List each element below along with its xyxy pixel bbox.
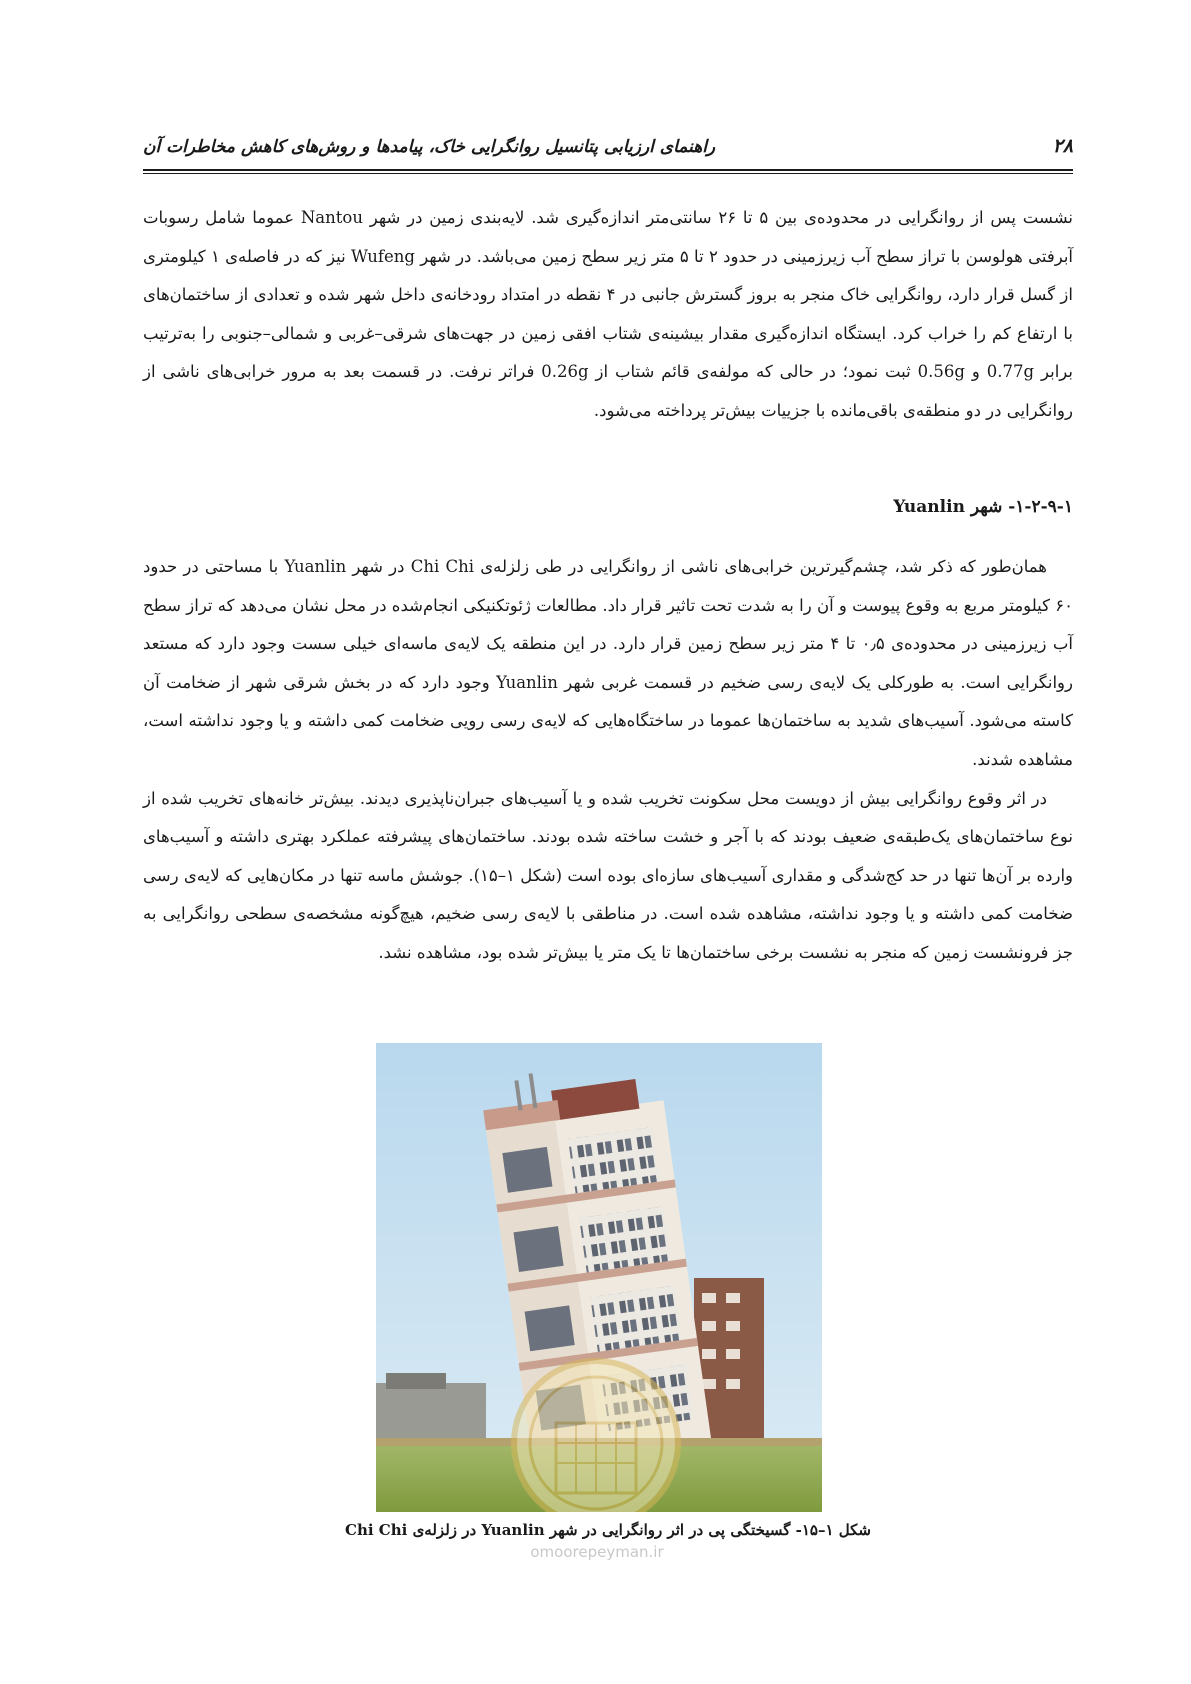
paragraph-2: همان‌طور که ذکر شد، چشم‌گیرترین خرابی‌های ناشی از روانگرایی در طی زلزله‌ی Chi Chi در شهر Yuanlin با مساحتی در حدود ۶۰ کیلومتر مربع به وقوع پیوست و آن را به شدت تحت تاثیر قرار داد. مطالعات ژئوتکنیکی انجام‌شده در محل نشان می‌دهد که تراز سطح آب زیرزمینی در محدوده‌ی ۰٫۵ تا ۴ متر زیر سطح زمین قرار دارد. در این منطقه یک لایه‌ی ماسه‌ای خیلی سست وجود دارد که مستعد روانگرایی است. به طورکلی یک لایه‌ی رسی ضخیم در قسمت غربی شهر Yuanlin وجود دارد که در بخش شرقی شهر از ضخامت آن کاسته می‌شود. آسیب‌های شدید به ساختمان‌ها عموما در ساختگاه‌هایی که لایه‌ی رسی رویی ضخامت کمی داشته و یا وجود نداشته است، مشاهده شدند. [143,557,1073,769]
figure-caption: شکل ۱–۱۵- گسیختگی پی در اثر روانگرایی در شهر Yuanlin در زلزله‌ی Chi Chi [345,1521,871,1539]
section-heading: ۱-۲-۹-۱- شهر Yuanlin [893,497,1073,517]
running-title: راهنمای ارزیابی پتانسیل روانگرایی خاک، پیامدها و روش‌های کاهش مخاطرات آن [143,137,716,157]
page-number: ۲۸ [1052,135,1073,157]
paragraph-1: نشست پس از روانگرایی در محدوده‌ی بین ۵ تا ۲۶ سانتی‌متر اندازه‌گیری شد. لایه‌بندی زمین در شهر Nantou عموما شامل رسوبات آبرفتی هولوسن با تراز سطح آب زیرزمینی در حدود ۲ تا ۵ متر زیر سطح زمین می‌باشد. در شهر Wufeng نیز که در فاصله‌ی ۱ کیلومتری از گسل قرار دارد، روانگرایی خاک منجر به بروز گسترش جانبی در ۴ نقطه در امتداد رودخانه‌ی داخل شهر شده و تعدادی از ساختمان‌های با ارتفاع کم را خراب کرد. ایستگاه اندازه‌گیری مقدار بیشینه‌ی شتاب افقی زمین در جهت‌های شرقی–غربی و شمالی–جنوبی را به‌ترتیب برابر 0.77g و 0.56g ثبت نمود؛ در حالی که مولفه‌ی قائم شتاب از 0.26g فراتر نرفت. در قسمت بعد به مرور خرابی‌های ناشی از روانگرایی در دو منطقه‌ی باقی‌مانده با جزییات بیش‌تر پرداخته می‌شود. [143,208,1074,420]
paragraph-3: در اثر وقوع روانگرایی بیش از دویست محل سکونت تخریب شده و یا آسیب‌های جبران‌ناپذیری دیدند. بیش‌تر خانه‌های تخریب شده از نوع ساختمان‌های یک‌طبقه‌ی ضعیف بودند که با آجر و خشت ساخته شده بودند. ساختمان‌های پیشرفته عملکرد بهتری داشته و آسیب‌های وارده بر آن‌ها تنها در حد کج‌شدگی و مقداری آسیب‌های سازه‌ای بوده است (شکل ۱–۱۵). جوشش ماسه تنها در مکان‌هایی که لایه‌ی رسی ضخامت کمی داشته و یا وجود نداشته، مشاهده شده است. در مناطقی با لایه‌ی رسی ضخیم، هیچ‌گونه مشخصه‌ی سطحی روانگرایی به جز فرونشست زمین که منجر به نشست برخی ساختمان‌ها تا یک متر یا بیش‌تر شده بود، مشاهده نشد. [143,788,1074,962]
watermark-emblem [514,1361,678,1512]
figure-tilted-building-photo [376,1043,822,1512]
header-rule-thin [143,173,1073,174]
body-block-1 [143,199,1073,431]
page-header [143,131,1073,171]
header-rule [143,169,1073,171]
building-photo-illustration [376,1043,822,1512]
body-block-2 [143,548,1073,973]
watermark-url: omoorepeyman.ir [530,1543,664,1561]
